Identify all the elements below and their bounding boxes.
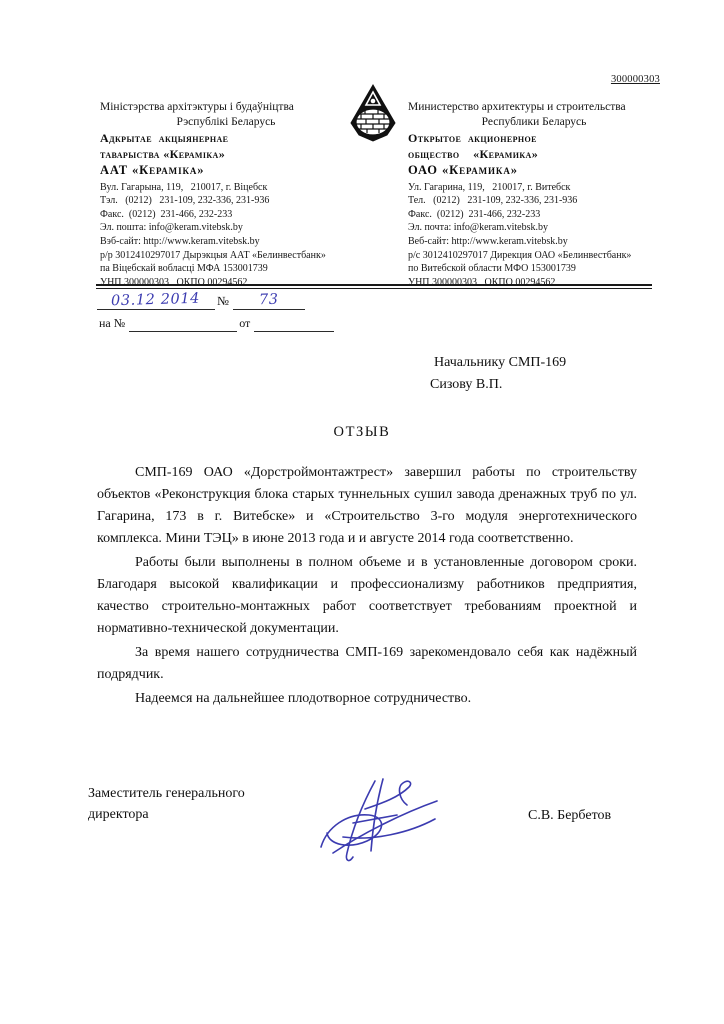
document-body [97,462,637,712]
contact-line: Тэл. (0212) 231-109, 232-336, 231-936 [100,195,270,207]
addressee-position: Начальнику СМП-169 [434,355,567,370]
reference-row-incoming [97,310,397,332]
number-field[interactable] [233,292,305,310]
contact-line-bank2: по Витебской области МФО 153001739 [408,263,576,275]
letterhead-left-belarusian [100,100,352,289]
reference-block [97,288,397,332]
reference-row-outgoing [97,288,397,310]
contacts-ru [408,181,660,290]
on-number-label: на № [99,316,126,330]
contact-line-bank: р/с 3012410297017 Дирекция ОАО «Белинвестбанк» [408,249,632,261]
on-number-field[interactable] [129,316,237,332]
date-field[interactable] [97,292,215,310]
signer-role-line-2: директора [88,807,149,822]
signer-role [88,783,318,825]
contact-line: Ул. Гагарина, 119, 210017, г. Витебск [408,181,571,193]
contact-line-unp: УНП 300000303 ОКПО 00294562 [408,276,556,288]
contact-line: Вул. Гагарына, 119, 210017, г. Віцебск [100,181,268,193]
from-label: от [239,316,251,330]
addressee-block [430,352,566,397]
ministry-line-1: Міністэрства архітэктуры і будаўніцтва [100,101,294,113]
ministry-line-1: Министерство архитектуры и строительства [408,101,626,113]
contact-line-bank2: па Віцебскай вобласці МФА 153001739 [100,263,268,275]
contact-line-unp: УНП 300000303 ОКПО 00294562 [100,276,248,288]
body-paragraph: За время нашего сотрудничества СМП-169 зарекомендовало себя как надёжный подрядчик. [97,644,637,682]
org-line-2: общество «Керамика» [408,146,539,161]
number-handwritten-value: 73 [258,291,279,309]
contacts-be [100,181,352,290]
contact-line-email: Эл. почта: info@keram.vitebsk.by [408,222,548,234]
organization-type-ru [408,131,660,162]
organization-abbrev-ru: ОАО «Керамика» [408,163,518,178]
body-paragraph: СМП-169 ОАО «Дорстроймонтажтрест» завершил работы по строительству объектов «Реконструкция блока старых туннельных сушил завода дренажных труб по ул. Гагарина, 173 в г. Витебске» и «Строительство 3-го модуля энерготехнического комплекса. Мини ТЭЦ» в июне 2013 года и и августе 2014 года соответственно. [97,465,637,546]
contact-line: Факс. (0212) 231-466, 232-233 [408,208,541,220]
letterhead [100,100,660,289]
ministry-line-2: Рэспублікі Беларусь [176,115,276,128]
contact-line: Тел. (0212) 231-109, 232-336, 231-936 [408,195,578,207]
org-line-1: Открытое акционерное [408,131,537,146]
org-line-2: таварыства «Кераміка» [100,146,226,161]
signer-name: С.В. Бербетов [528,808,612,823]
registration-number: 300000303 [610,74,660,85]
signer-role-line-1: Заместитель генерального [88,786,245,801]
ministry-name-ru [408,100,660,129]
from-field[interactable] [254,316,334,332]
handwritten-signature [313,775,463,875]
date-handwritten-value: 03.12 2014 [111,290,201,310]
org-line-1: Адкрытае акцыянернае [100,131,229,146]
contact-line: Факс. (0212) 231-466, 232-233 [100,208,233,220]
contact-line-website: Веб-сайт: http://www.keram.vitebsk.by [408,236,568,247]
page-title: ОТЗЫВ [333,424,391,440]
organization-type-be [100,131,352,162]
body-paragraph: Работы были выполнены в полном объеме и в установленные договором сроки. Благодаря высокой квалификации и профессионализму работников предприятия, качество строительно-монтажных работ соответствует требованиям проектной и нормативно-технической документации. [97,554,637,636]
letterhead-right-russian [408,100,660,289]
ministry-name-be [100,100,352,129]
contact-line-bank: р/р 3012410297017 Дырэкцыя ААТ «Белинвестбанк» [100,249,326,261]
contact-line-website: Вэб-сайт: http://www.keram.vitebsk.by [100,236,260,247]
ministry-line-2: Республики Беларусь [481,115,587,128]
organization-abbrev-be: ААТ «Кераміка» [100,163,205,178]
contact-line-email: Эл. пошта: info@keram.vitebsk.by [100,222,243,234]
addressee-name: Сизову В.П. [430,377,503,393]
body-paragraph: Надеемся на дальнейшее плодотворное сотрудничество. [135,690,472,706]
number-label: № [217,294,229,308]
